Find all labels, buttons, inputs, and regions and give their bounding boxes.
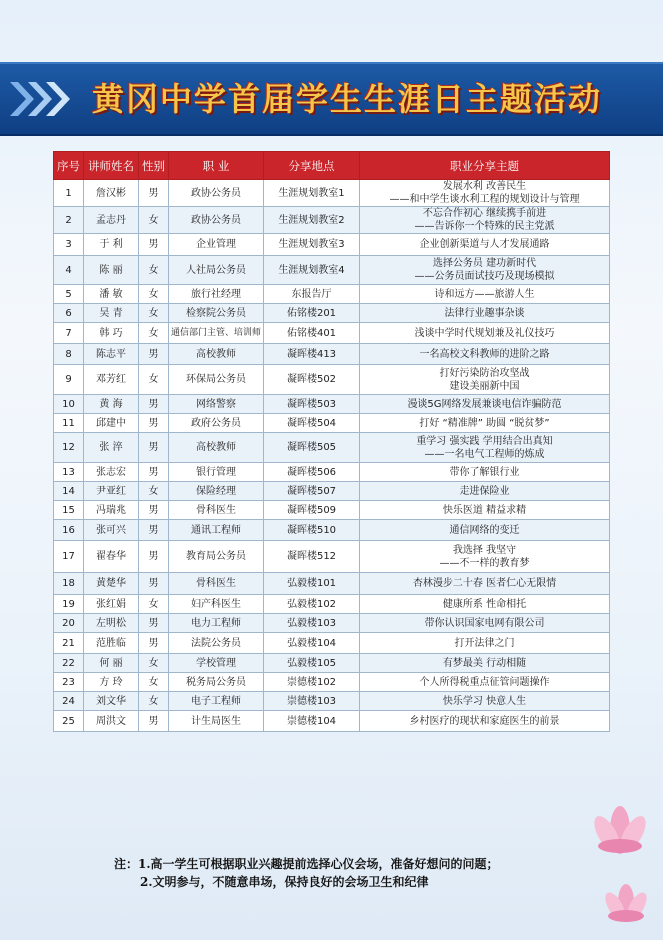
cell-job: 法院公务员 [169,633,264,654]
cell-job: 学校管理 [169,654,264,673]
lotus-flower-icon [585,790,655,860]
topic-line: 快乐学习 快意人生 [442,695,527,707]
cell-name: 周洪文 [84,711,139,732]
cell-place: 凝晖楼509 [264,501,360,520]
cell-no: 8 [54,344,84,365]
lotus-flower-icon-small [596,870,656,930]
cell-place: 凝晖楼502 [264,365,360,395]
cell-no: 22 [54,654,84,673]
header-name: 讲师姓名 [84,152,139,180]
cell-job: 旅行社经理 [169,285,264,304]
cell-topic [360,595,610,614]
cell-topic [360,365,610,395]
cell-topic [360,573,610,595]
cell-place: 凝晖楼512 [264,541,360,573]
cell-name: 陈志平 [84,344,139,365]
cell-place: 生涯规划教室1 [264,180,360,207]
cell-place: 弘毅楼105 [264,654,360,673]
cell-topic [360,395,610,414]
cell-place: 崇德楼104 [264,711,360,732]
cell-no: 12 [54,433,84,463]
cell-job: 通信部门主管、培训师 [169,323,264,344]
cell-place: 生涯规划教室2 [264,207,360,234]
cell-name: 左明松 [84,614,139,633]
cell-job: 电力工程师 [169,614,264,633]
cell-no: 24 [54,692,84,711]
note-line-1: 注：1.高一学生可根据职业兴趣提前选择心仪会场，准备好想问的问题； [114,857,499,871]
table-row [54,234,610,256]
cell-name: 何 丽 [84,654,139,673]
topic-line: 带你认识国家电网有限公司 [424,617,545,629]
cell-name: 韩 巧 [84,323,139,344]
topic-line: 法律行业趣事杂谈 [444,307,525,319]
topic-line: 乡村医疗的现状和家庭医生的前景 [409,715,560,727]
cell-gender: 男 [139,501,169,520]
cell-gender: 男 [139,711,169,732]
header-no: 序号 [54,152,84,180]
topic-line: 走进保险业 [459,485,510,497]
cell-job: 银行管理 [169,463,264,482]
cell-topic [360,344,610,365]
cell-gender: 女 [139,692,169,711]
cell-job: 政协公务员 [169,207,264,234]
cell-name: 孟志丹 [84,207,139,234]
cell-place: 生涯规划教室3 [264,234,360,256]
cell-place: 弘毅楼103 [264,614,360,633]
cell-no: 3 [54,234,84,256]
cell-no: 20 [54,614,84,633]
topic-line: 诗和远方——旅游人生 [434,288,535,300]
cell-name: 詹汉彬 [84,180,139,207]
table-row [54,365,610,395]
cell-place: 凝晖楼503 [264,395,360,414]
cell-name: 张志宏 [84,463,139,482]
topic-line: 有梦最美 行动相随 [442,657,527,669]
topic-line: 漫谈5G网络发展兼谈电信诈骗防范 [407,398,562,410]
cell-no: 16 [54,520,84,541]
cell-name: 冯瑞兆 [84,501,139,520]
cell-gender: 男 [139,234,169,256]
topic-line: 带你了解银行业 [449,466,520,478]
cell-gender: 男 [139,633,169,654]
cell-gender: 女 [139,654,169,673]
cell-topic [360,285,610,304]
cell-topic [360,614,610,633]
cell-job: 网络警察 [169,395,264,414]
cell-gender: 女 [139,673,169,692]
cell-gender: 女 [139,595,169,614]
cell-place: 佑铭楼401 [264,323,360,344]
cell-gender: 男 [139,520,169,541]
topic-line: ——和中学生谈水利工程的规划设计与管理 [389,194,580,205]
cell-topic [360,501,610,520]
table-row [54,482,610,501]
topic-line: ——公务员面试技巧及现场模拟 [414,271,555,282]
cell-place: 崇德楼102 [264,673,360,692]
cell-job: 政府公务员 [169,414,264,433]
cell-name: 张 淬 [84,433,139,463]
cell-gender: 女 [139,207,169,234]
table-row [54,463,610,482]
schedule-table [53,151,610,732]
table-row [54,541,610,573]
cell-job: 环保局公务员 [169,365,264,395]
cell-job: 保险经理 [169,482,264,501]
cell-gender: 女 [139,323,169,344]
cell-place: 生涯规划教室4 [264,256,360,285]
cell-gender: 男 [139,414,169,433]
title-banner [0,62,663,136]
cell-topic [360,234,610,256]
cell-name: 邱建中 [84,414,139,433]
cell-gender: 男 [139,395,169,414]
header-place: 分享地点 [264,152,360,180]
cell-job: 高校教师 [169,344,264,365]
header-topic: 职业分享主题 [360,152,610,180]
cell-no: 4 [54,256,84,285]
cell-topic [360,692,610,711]
cell-topic [360,541,610,573]
cell-topic [360,323,610,344]
cell-job: 教育局公务员 [169,541,264,573]
cell-gender: 女 [139,482,169,501]
cell-job: 政协公务员 [169,180,264,207]
cell-name: 潘 敏 [84,285,139,304]
cell-place: 崇德楼103 [264,692,360,711]
cell-job: 通讯工程师 [169,520,264,541]
cell-name: 张红娟 [84,595,139,614]
cell-job: 检察院公务员 [169,304,264,323]
topic-line: 建设美丽新中国 [449,380,520,392]
table-row [54,323,610,344]
cell-place: 弘毅楼102 [264,595,360,614]
cell-name: 刘文华 [84,692,139,711]
cell-name: 陈 丽 [84,256,139,285]
topic-line: 我选择 我坚守 [452,544,517,556]
cell-name: 张可兴 [84,520,139,541]
table-row [54,633,610,654]
cell-no: 6 [54,304,84,323]
cell-place: 东报告厅 [264,285,360,304]
table-header-row [54,152,610,180]
table-row [54,614,610,633]
cell-topic [360,654,610,673]
topic-line: 浅谈中学时代规划兼及礼仪技巧 [414,327,555,339]
topic-line: 通信网络的变迁 [449,524,520,536]
cell-topic [360,673,610,692]
cell-place: 凝晖楼504 [264,414,360,433]
cell-gender: 男 [139,573,169,595]
cell-place: 凝晖楼413 [264,344,360,365]
topic-line: 打开法律之门 [454,637,515,649]
topic-line: ——告诉你一个特殊的民主党派 [414,221,555,232]
cell-gender: 女 [139,285,169,304]
table-row [54,573,610,595]
topic-line: 选择公务员 建功新时代 [432,258,537,269]
cell-no: 13 [54,463,84,482]
topic-line: 杏林漫步二十春 医者仁心无限情 [412,578,557,589]
topic-line: 一名高校文科教师的进阶之路 [419,348,550,360]
topic-line: 健康所系 性命相托 [442,598,527,610]
cell-place: 弘毅楼104 [264,633,360,654]
table-row [54,395,610,414]
cell-gender: 男 [139,180,169,207]
cell-no: 23 [54,673,84,692]
cell-place: 凝晖楼506 [264,463,360,482]
topic-line: 不忘合作初心 继续携手前进 [422,208,547,219]
cell-gender: 女 [139,304,169,323]
cell-job: 计生局医生 [169,711,264,732]
cell-topic [360,711,610,732]
cell-topic [360,633,610,654]
cell-no: 15 [54,501,84,520]
table-row [54,673,610,692]
chevron-arrows-icon [0,82,80,116]
cell-no: 10 [54,395,84,414]
cell-job: 骨科医生 [169,501,264,520]
cell-no: 17 [54,541,84,573]
cell-name: 范胜临 [84,633,139,654]
cell-job: 企业管理 [169,234,264,256]
cell-job: 税务局公务员 [169,673,264,692]
topic-line: ——一名电气工程师的炼成 [424,448,545,460]
table-row [54,501,610,520]
cell-name: 黄楚华 [84,573,139,595]
cell-topic [360,482,610,501]
cell-no: 7 [54,323,84,344]
cell-topic [360,520,610,541]
table-row [54,433,610,463]
cell-no: 1 [54,180,84,207]
cell-name: 方 玲 [84,673,139,692]
topic-line: 打好污染防治攻坚战 [439,367,530,379]
cell-no: 11 [54,414,84,433]
cell-job: 妇产科医生 [169,595,264,614]
cell-gender: 男 [139,433,169,463]
cell-name: 翟春华 [84,541,139,573]
cell-job: 人社局公务员 [169,256,264,285]
note-line-2: 2.文明参与，不随意串场，保持良好的会场卫生和纪律 [140,875,429,889]
header-job: 职 业 [169,152,264,180]
table-row [54,711,610,732]
topic-line: 企业创新渠道与人才发展通路 [419,239,550,250]
schedule-table-container [53,151,609,732]
notes [114,855,584,891]
cell-no: 21 [54,633,84,654]
cell-name: 黄 海 [84,395,139,414]
table-row [54,414,610,433]
cell-topic [360,414,610,433]
cell-place: 凝晖楼507 [264,482,360,501]
cell-no: 2 [54,207,84,234]
topic-line: 重学习 强实践 学用结合出真知 [416,435,553,447]
cell-job: 骨科医生 [169,573,264,595]
cell-place: 凝晖楼510 [264,520,360,541]
cell-name: 尹亚红 [84,482,139,501]
cell-topic [360,463,610,482]
cell-no: 25 [54,711,84,732]
cell-no: 5 [54,285,84,304]
cell-gender: 女 [139,256,169,285]
cell-job: 高校教师 [169,433,264,463]
cell-name: 邓芳红 [84,365,139,395]
topic-line: 发展水利 改善民生 [442,181,527,192]
table-row [54,180,610,207]
cell-gender: 男 [139,541,169,573]
cell-no: 14 [54,482,84,501]
table-body [54,180,610,732]
cell-place: 弘毅楼101 [264,573,360,595]
header-gender: 性别 [139,152,169,180]
table-row [54,256,610,285]
topic-line: ——不一样的教育梦 [439,557,530,569]
table-row [54,595,610,614]
table-row [54,344,610,365]
table-row [54,520,610,541]
table-row [54,654,610,673]
topic-line: 快乐医道 精益求精 [442,504,527,516]
cell-no: 19 [54,595,84,614]
table-row [54,285,610,304]
cell-no: 9 [54,365,84,395]
cell-no: 18 [54,573,84,595]
page-title: 黄冈中学首届学生生涯日主题活动 [92,80,603,118]
cell-gender: 男 [139,344,169,365]
cell-topic [360,433,610,463]
cell-job: 电子工程师 [169,692,264,711]
topic-line: 个人所得税重点征管问题操作 [419,676,550,688]
cell-place: 凝晖楼505 [264,433,360,463]
cell-topic [360,207,610,234]
cell-topic [360,180,610,207]
table-row [54,304,610,323]
table-row [54,692,610,711]
topic-line: 打好 “精准牌” 助圆 “脱贫梦” [419,417,550,429]
cell-gender: 女 [139,365,169,395]
cell-topic [360,256,610,285]
cell-place: 佑铭楼201 [264,304,360,323]
cell-gender: 男 [139,463,169,482]
table-row [54,207,610,234]
cell-name: 吴 青 [84,304,139,323]
cell-topic [360,304,610,323]
cell-name: 于 利 [84,234,139,256]
cell-gender: 男 [139,614,169,633]
